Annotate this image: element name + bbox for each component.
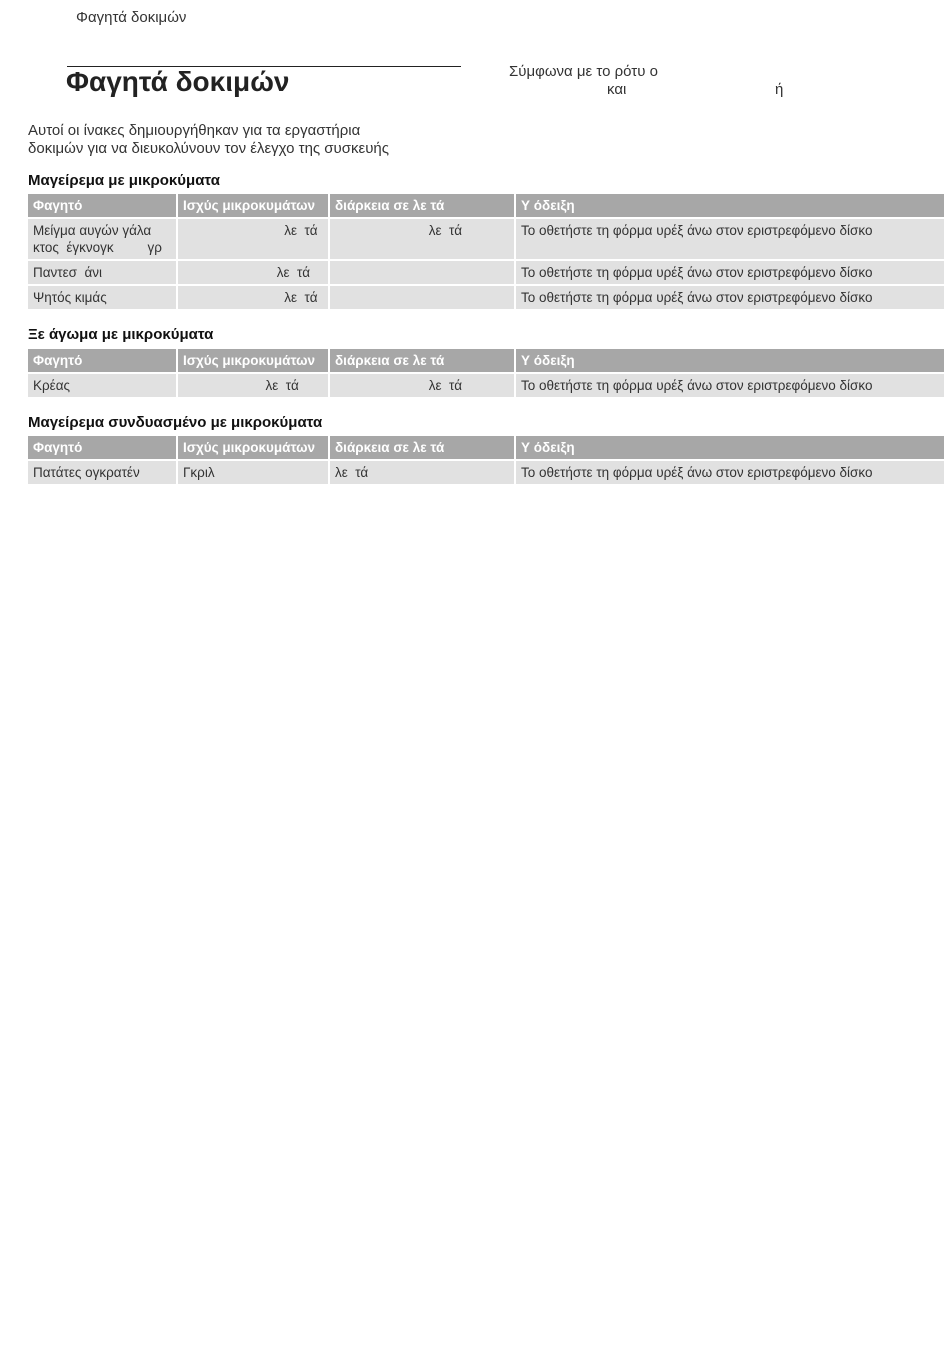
standard-note-word-i: ή — [775, 81, 784, 98]
cell-power: λε τά — [177, 373, 329, 397]
cell-power: λε τά — [177, 218, 329, 260]
column-header-duration: διάρκεια σε λε τά — [329, 436, 515, 460]
column-header-note: Υ όδειξη — [515, 436, 944, 460]
column-header-food: Φαγητό — [28, 349, 177, 373]
column-header-food: Φαγητό — [28, 436, 177, 460]
cell-food: Μείγμα αυγών γάλα κτος έγκνογκ γρ — [28, 218, 177, 260]
cell-food: Πατάτες ογκρατέν — [28, 460, 177, 484]
standard-note-word-kai: και — [607, 81, 627, 98]
cell-duration: λε τά — [329, 218, 515, 260]
table-header-row — [28, 194, 944, 218]
column-header-duration: διάρκεια σε λε τά — [329, 194, 515, 218]
table-combined-microwave — [28, 436, 944, 484]
cell-power: λε τά — [177, 285, 329, 309]
cell-food: Κρέας — [28, 373, 177, 397]
column-header-note: Υ όδειξη — [515, 194, 944, 218]
table-row — [28, 460, 944, 484]
intro-paragraph — [28, 122, 458, 158]
column-header-power: Ισχύς μικροκυμάτων — [177, 194, 329, 218]
table-header-row — [28, 349, 944, 373]
cell-duration — [329, 260, 515, 285]
column-header-power: Ισχύς μικροκυμάτων — [177, 436, 329, 460]
cell-note: Το οθετήστε τη φόρμα υρέξ άνω στον εριστρεφόμενο δίσκο — [515, 373, 944, 397]
section-heading-microwave-cooking: Μαγείρεμα με μικροκύματα — [28, 172, 220, 189]
cell-duration — [329, 285, 515, 309]
cell-food: Ψητός κιμάς — [28, 285, 177, 309]
cell-duration: λε τά — [329, 373, 515, 397]
table-header-row — [28, 436, 944, 460]
table-microwave-defrost — [28, 349, 944, 397]
intro-line-2: δοκιμών για να διευκολύνουν τον έλεγχο της συσκευής — [28, 140, 389, 157]
table-microwave-cooking — [28, 194, 944, 309]
cell-note: Το οθετήστε τη φόρμα υρέξ άνω στον εριστρεφόμενο δίσκο — [515, 260, 944, 285]
table-row — [28, 218, 944, 260]
intro-line-1: Αυτοί οι ίνακες δημιουργήθηκαν για τα εργαστήρια — [28, 122, 361, 139]
page-title: Φαγητά δοκιμών — [66, 66, 290, 97]
cell-power: λε τά — [177, 260, 329, 285]
cell-note: Το οθετήστε τη φόρμα υρέξ άνω στον εριστρεφόμενο δίσκο — [515, 285, 944, 309]
cell-duration: λε τά — [329, 460, 515, 484]
table-row — [28, 260, 944, 285]
cell-power: Γκριλ — [177, 460, 329, 484]
cell-note: Το οθετήστε τη φόρμα υρέξ άνω στον εριστρεφόμενο δίσκο — [515, 460, 944, 484]
column-header-note: Υ όδειξη — [515, 349, 944, 373]
running-header: Φαγητά δοκιμών — [76, 9, 187, 26]
column-header-power: Ισχύς μικροκυμάτων — [177, 349, 329, 373]
table-row — [28, 373, 944, 397]
section-heading-microwave-defrost: Ξε άγωμα με μικροκύματα — [28, 326, 214, 343]
standard-note-line1: Σύμφωνα με το ρότυ ο — [509, 63, 658, 80]
column-header-duration: διάρκεια σε λε τά — [329, 349, 515, 373]
column-header-food: Φαγητό — [28, 194, 177, 218]
section-heading-combined-microwave: Μαγείρεμα συνδυασμένο με μικροκύματα — [28, 414, 323, 431]
table-row — [28, 285, 944, 309]
cell-food: Παντεσ άνι — [28, 260, 177, 285]
cell-note: Το οθετήστε τη φόρμα υρέξ άνω στον εριστρεφόμενο δίσκο — [515, 218, 944, 260]
